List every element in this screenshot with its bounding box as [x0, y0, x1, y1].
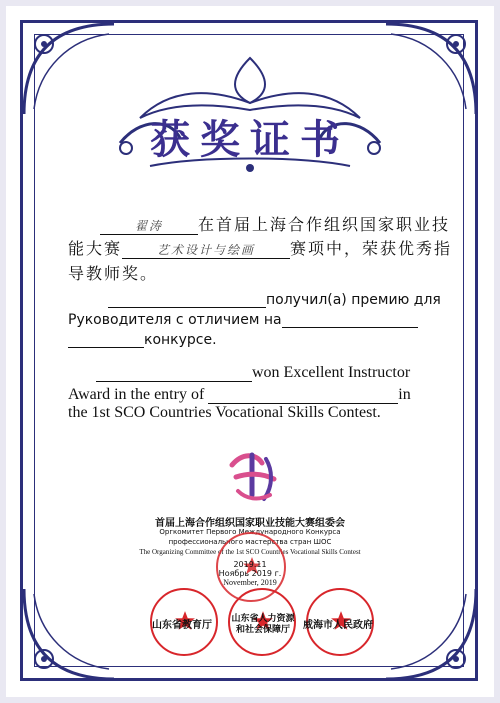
cn-line-2 [68, 236, 452, 259]
en-blank-2 [208, 387, 398, 404]
seal-middle-label: 山东省人力资源和社会保障厅 [231, 614, 295, 635]
recipient-name: 翟涛 [100, 217, 198, 235]
date-ru: Ноябрь 2019 г. [218, 569, 282, 578]
organizer-ru-1: Оргкомитет Первого Международного Конкурса [159, 528, 341, 536]
en-text-1: won Excellent Instructor [252, 364, 411, 381]
cn-line-1 [100, 212, 450, 235]
en-line-2 [68, 386, 411, 404]
ru-line-3 [68, 332, 217, 348]
corner-ornament-bottom-right [376, 579, 486, 689]
ru-blank-1 [108, 293, 266, 308]
en-text-2a: Award in the entry of [68, 386, 205, 403]
ru-text-2: Руководителя с отличием на [68, 312, 282, 328]
contest-logo-icon [222, 445, 286, 509]
ru-blank-2 [282, 313, 418, 328]
en-line-3: the 1st SCO Countries Vocational Skills Contest. [68, 404, 381, 421]
project-name: 艺术设计与绘画 [122, 241, 290, 259]
ru-text-3: конкурсе. [144, 332, 217, 348]
cn-line-3: 导教师奖。 [68, 264, 159, 283]
ru-text-1: получил(а) премию для [266, 292, 441, 308]
date-cn: 2019.11 [233, 560, 267, 569]
ru-line-1 [108, 292, 441, 308]
organizer-ru-2: профессионального мастерства стран ШОС [168, 538, 332, 546]
corner-ornament-bottom-left [14, 579, 124, 689]
organizer-cn: 首届上海合作组织国家职业技能大赛组委会 [155, 518, 345, 529]
date-en: November, 2019 [223, 578, 277, 587]
seal-left-label: 山东省教育厅 [152, 620, 212, 631]
cn-text-2b: 赛项中，荣获优秀指 [290, 239, 453, 258]
en-blank-1 [96, 365, 252, 382]
cn-text-2a: 能大赛 [68, 239, 123, 258]
en-line-1 [96, 364, 410, 382]
seal-right-label: 威海市人民政府 [303, 620, 373, 631]
cn-text-1: 在首届上海合作组织国家职业技 [198, 215, 451, 234]
certificate-title: 获奖证书 [150, 116, 350, 163]
ru-line-2 [68, 312, 418, 328]
organizer-en: The Organizing Committee of the 1st SCO Countries Vocational Skills Contest [139, 548, 361, 556]
en-text-2b: in [398, 386, 411, 403]
ru-blank-3 [68, 333, 144, 348]
